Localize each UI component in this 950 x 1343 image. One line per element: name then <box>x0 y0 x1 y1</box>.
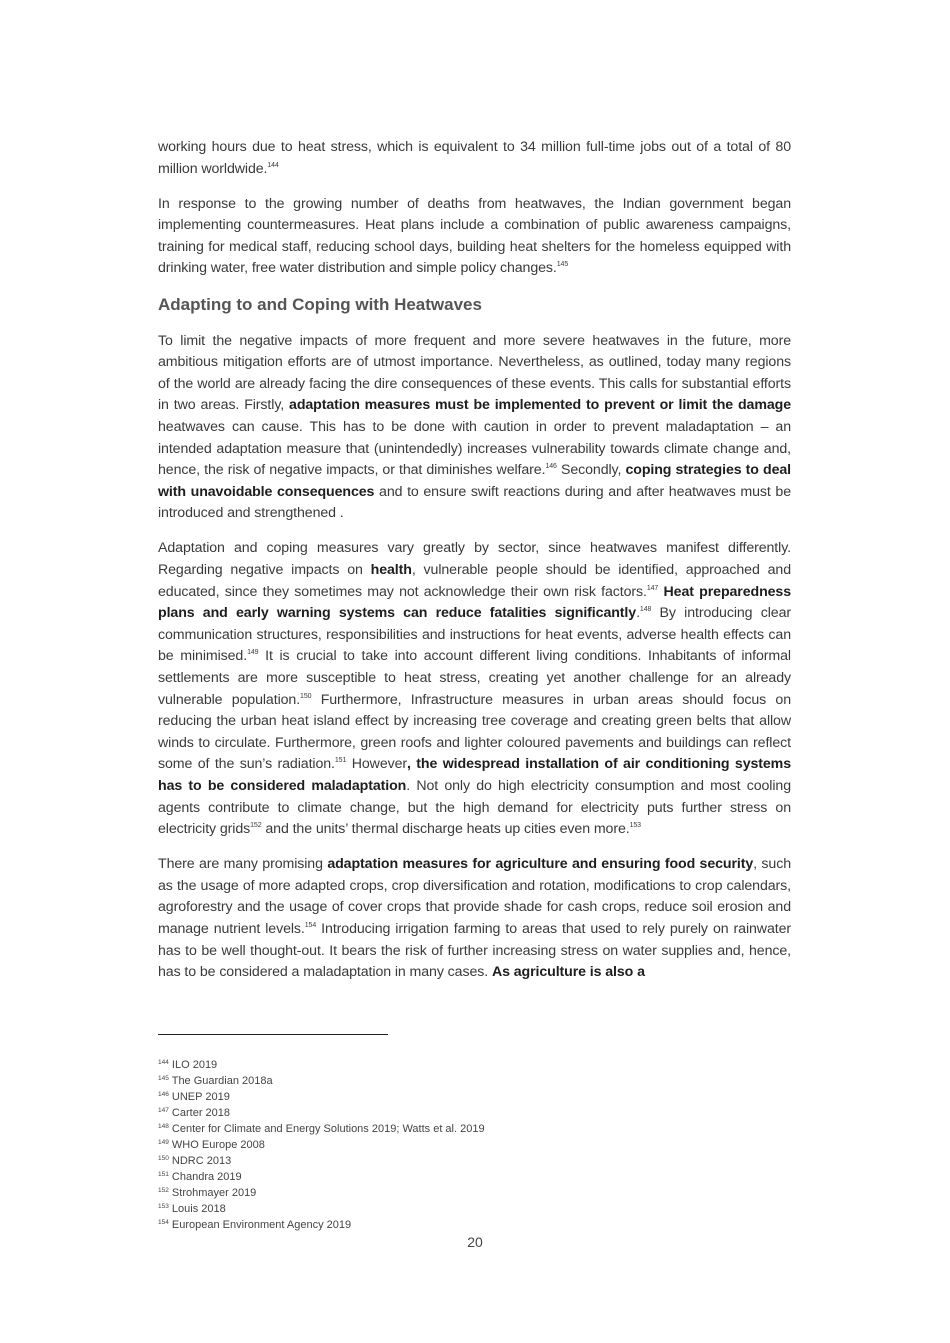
bold-text: Heat preparedness plans and early warning systems can reduce fatalities significantly <box>158 583 792 622</box>
footnote-text: The Guardian 2018a <box>171 1075 273 1087</box>
paragraph-health-measures <box>158 538 791 840</box>
text-run: . Not only do high electricity consumption and most cooling agents contribute to climate change, but the high demand for electricity puts further stress on electricity grids <box>158 777 791 838</box>
text-run: . <box>636 605 640 622</box>
text-run: , such as the usage of more adapted crops, crop diversification and rotation, modifications to crop calendars, agroforestry and the usage of cover crops that provide shade for cash crops, reduce soil erosion and manage nutrient levels. <box>158 856 791 937</box>
text-run: However <box>346 756 408 773</box>
text-run: By introducing clear communication structures, responsibilities and instructions for heat events, adverse health effects can be minimised. <box>158 605 791 665</box>
footnote-ref[interactable]: 147 <box>646 584 659 592</box>
footnote-ref[interactable]: 151 <box>334 757 347 765</box>
text-run: and to ensure swift reactions during and after heatwaves must be introduced and strengthened . <box>158 483 791 522</box>
footnote-text: Carter 2018 <box>171 1107 231 1119</box>
footnote-text: UNEP 2019 <box>171 1091 230 1103</box>
section-heading: Adapting to and Coping with Heatwaves <box>158 294 482 314</box>
paragraph-continuation <box>158 137 791 180</box>
footnote-number: 148 <box>158 1123 169 1130</box>
text-run: heatwaves can cause. This has to be done with caution in order to prevent maladaptation – an intended adaptation measure that (unintendedly) increases vulnerability towards climate change and, hence, the risk of negative impacts, or that diminishes welfare. <box>158 418 791 479</box>
footnote-text: WHO Europe 2008 <box>171 1139 265 1151</box>
footnote-number: 146 <box>158 1091 169 1098</box>
footnote-ref[interactable]: 153 <box>629 822 641 830</box>
footnote-number: 154 <box>158 1219 169 1226</box>
footnote-item <box>158 1057 485 1073</box>
bold-text: adaptation measures must be implemented to prevent or limit the damage <box>289 397 791 414</box>
footnote-ref[interactable]: 144 <box>267 161 279 169</box>
footnote-item <box>158 1169 485 1185</box>
footnote-ref[interactable]: 149 <box>247 649 259 657</box>
footnote-text: Chandra 2019 <box>171 1171 242 1183</box>
footnote-item <box>158 1121 485 1137</box>
footnote-ref[interactable]: 152 <box>250 822 262 830</box>
footnote-number: 147 <box>158 1107 169 1114</box>
footnote-number: 152 <box>158 1187 169 1194</box>
text-run: Adaptation and coping measures vary greatly by sector, since heatwaves manifest differently. Regarding negative impacts on <box>158 540 791 578</box>
footnote-number: 149 <box>158 1139 169 1146</box>
footnote-text: NDRC 2013 <box>171 1155 232 1167</box>
footnote-text: ILO 2019 <box>171 1059 218 1071</box>
footnote-divider <box>158 1034 388 1035</box>
text-run: Introducing irrigation farming to areas that used to rely purely on rainwater has to be well thought-out. It bears the risk of further increasing stress on water supplies and, hence, has to be considered a maladaptation in many cases. <box>158 921 791 981</box>
text-run: , vulnerable people should be identified, approached and educated, since they sometimes may not acknowledge their own risk factors. <box>158 562 791 600</box>
bold-text: , the widespread installation of air conditioning systems has to be considered maladaptation <box>158 756 791 794</box>
footnote-ref[interactable]: 148 <box>639 606 652 614</box>
bold-text: As agriculture is also a <box>491 964 645 981</box>
text-run: Secondly, <box>556 462 626 479</box>
footnote-number: 153 <box>158 1203 169 1210</box>
text-run: and the units’ thermal discharge heats up cities even more. <box>261 821 630 838</box>
footnote-item <box>158 1089 485 1105</box>
bold-text: health <box>370 562 412 578</box>
text-run: Furthermore, Infrastructure measures in urban areas should focus on reducing the urban heat island effect by increasing tree coverage and creating green belts that allow winds to circulate. Furthermore, green roofs and lighter coloured pavements and buildings can reflect some of the sun’s radiation. <box>158 691 791 773</box>
footnote-ref[interactable]: 154 <box>304 922 317 929</box>
text-run: There are many promising <box>158 856 328 873</box>
footnote-number: 151 <box>158 1171 169 1178</box>
footnote-text: Strohmayer 2019 <box>171 1187 257 1199</box>
footnote-item <box>158 1185 485 1201</box>
footnote-text: Louis 2018 <box>171 1203 226 1215</box>
bold-text: coping strategies to deal with unavoidable consequences <box>158 462 791 500</box>
footnote-ref[interactable]: 150 <box>300 692 312 700</box>
footnote-text: European Environment Agency 2019 <box>171 1219 352 1231</box>
footnote-item <box>158 1137 485 1153</box>
footnote-number: 144 <box>158 1059 169 1066</box>
footnote-item <box>158 1105 485 1121</box>
text-run: To limit the negative impacts of more frequent and more severe heatwaves in the future, more ambitious mitigation efforts are of utmost importance. Nevertheless, as outlined, today many regions of the world are already facing the dire consequences of these events. This calls for substantial efforts in two areas. Firstly, <box>158 332 791 414</box>
page-number: 20 <box>467 1234 483 1250</box>
text-run: It is crucial to take into account different living conditions. Inhabitants of informal settlements are more susceptible to heat stress, creating yet another challenge for an already vulnerable population. <box>158 648 791 708</box>
bold-text: adaptation measures for agriculture and ensuring food security <box>327 856 754 873</box>
paragraph-agriculture <box>158 854 791 984</box>
main-text-column <box>158 137 791 997</box>
footnotes-list <box>158 1057 485 1233</box>
text-run: working hours due to heat stress, which is equivalent to 34 million full-time jobs out of a total of 80 million worldwide. <box>158 139 791 177</box>
paragraph-indian-government <box>158 194 791 280</box>
footnote-number: 145 <box>158 1075 169 1082</box>
paragraph-adaptation-intro <box>158 331 791 525</box>
footnote-ref[interactable]: 145 <box>556 261 569 269</box>
footnote-ref[interactable]: 146 <box>545 463 557 471</box>
footnote-item <box>158 1153 485 1169</box>
footnote-item <box>158 1073 485 1089</box>
footnote-text: Center for Climate and Energy Solutions 2019; Watts et al. 2019 <box>171 1123 485 1135</box>
footnote-item <box>158 1217 485 1233</box>
footnote-number: 150 <box>158 1155 169 1162</box>
footnote-item <box>158 1201 485 1217</box>
text-run: In response to the growing number of deaths from heatwaves, the Indian government began implementing countermeasures. Heat plans include a combination of public awareness campaigns, training for medical staff, reducing school days, building heat shelters for the homeless equipped with drinking water, free water distribution and simple policy changes. <box>158 195 791 277</box>
